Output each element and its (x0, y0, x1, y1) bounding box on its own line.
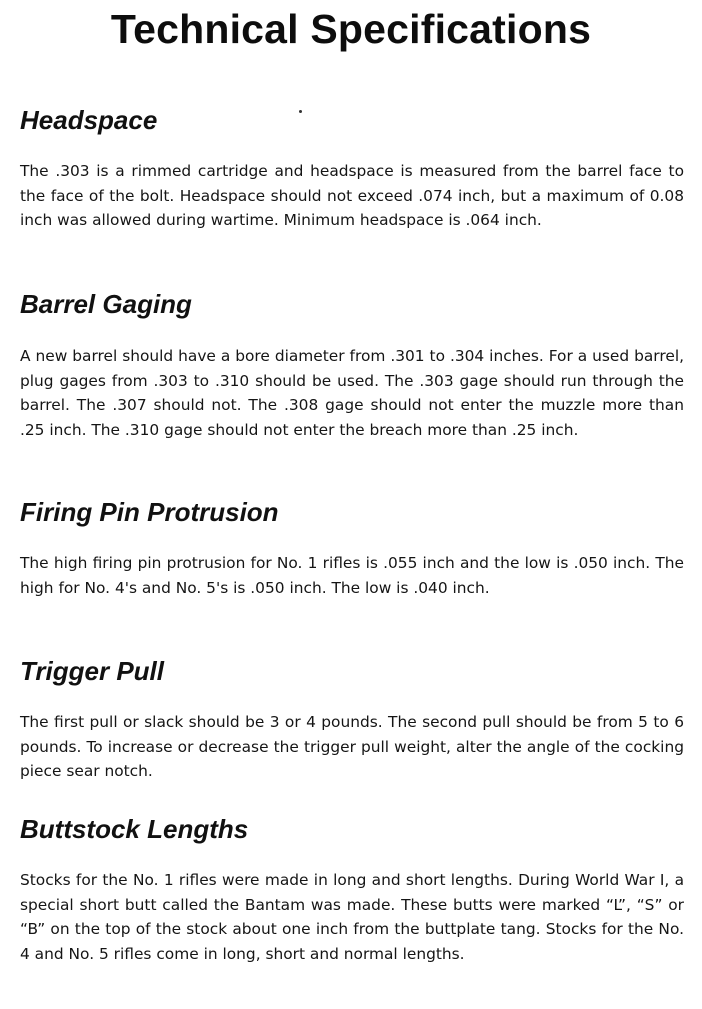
section-firing-pin-protrusion (20, 496, 684, 600)
section-heading: Headspace (20, 105, 158, 135)
section-headspace (20, 104, 684, 233)
section-heading: Barrel Gaging (20, 289, 192, 319)
section-body: A new barrel should have a bore diameter from .301 to .304 inches. For a used barrel, plug gages from .303 to .310 should be used. The .303 gage should run through the barrel. The .307 should not. The .308 gage should not enter the muzzle more than .25 inch. The .310 gage should not enter the breach more than .25 inch. (20, 347, 684, 439)
section-trigger-pull (20, 655, 684, 784)
section-body: Stocks for the No. 1 rifles were made in long and short lengths. During World War I, a special short butt called the Bantam was made. These butts were marked “L”, “S” or “B” on the top of the stock about one inch from the buttplate tang. Stocks for the No. 4 and No. 5 rifles come in long, short and normal lengths. (20, 871, 684, 963)
section-heading: Trigger Pull (20, 656, 164, 686)
section-body: The first pull or slack should be 3 or 4 pounds. The second pull should be from 5 to 6 pounds. To increase or decrease the trigger pull weight, alter the angle of the cocking piece sear notch. (20, 713, 684, 780)
section-body: The .303 is a rimmed cartridge and headspace is measured from the barrel face to the face of the bolt. Headspace should not exceed .074 inch, but a maximum of 0.08 inch was allowed during wartime. Minimum headspace is .064 inch. (20, 162, 684, 229)
section-body: The high firing pin protrusion for No. 1 rifles is .055 inch and the low is .050 inch. The high for No. 4's and No. 5's is .050 inch. The low is .040 inch. (20, 554, 684, 597)
section-barrel-gaging (20, 288, 684, 442)
section-buttstock-lengths (20, 813, 684, 966)
section-heading: Buttstock Lengths (20, 814, 249, 844)
page-title: Technical Specifications (110, 6, 592, 52)
section-heading: Firing Pin Protrusion (20, 497, 279, 527)
